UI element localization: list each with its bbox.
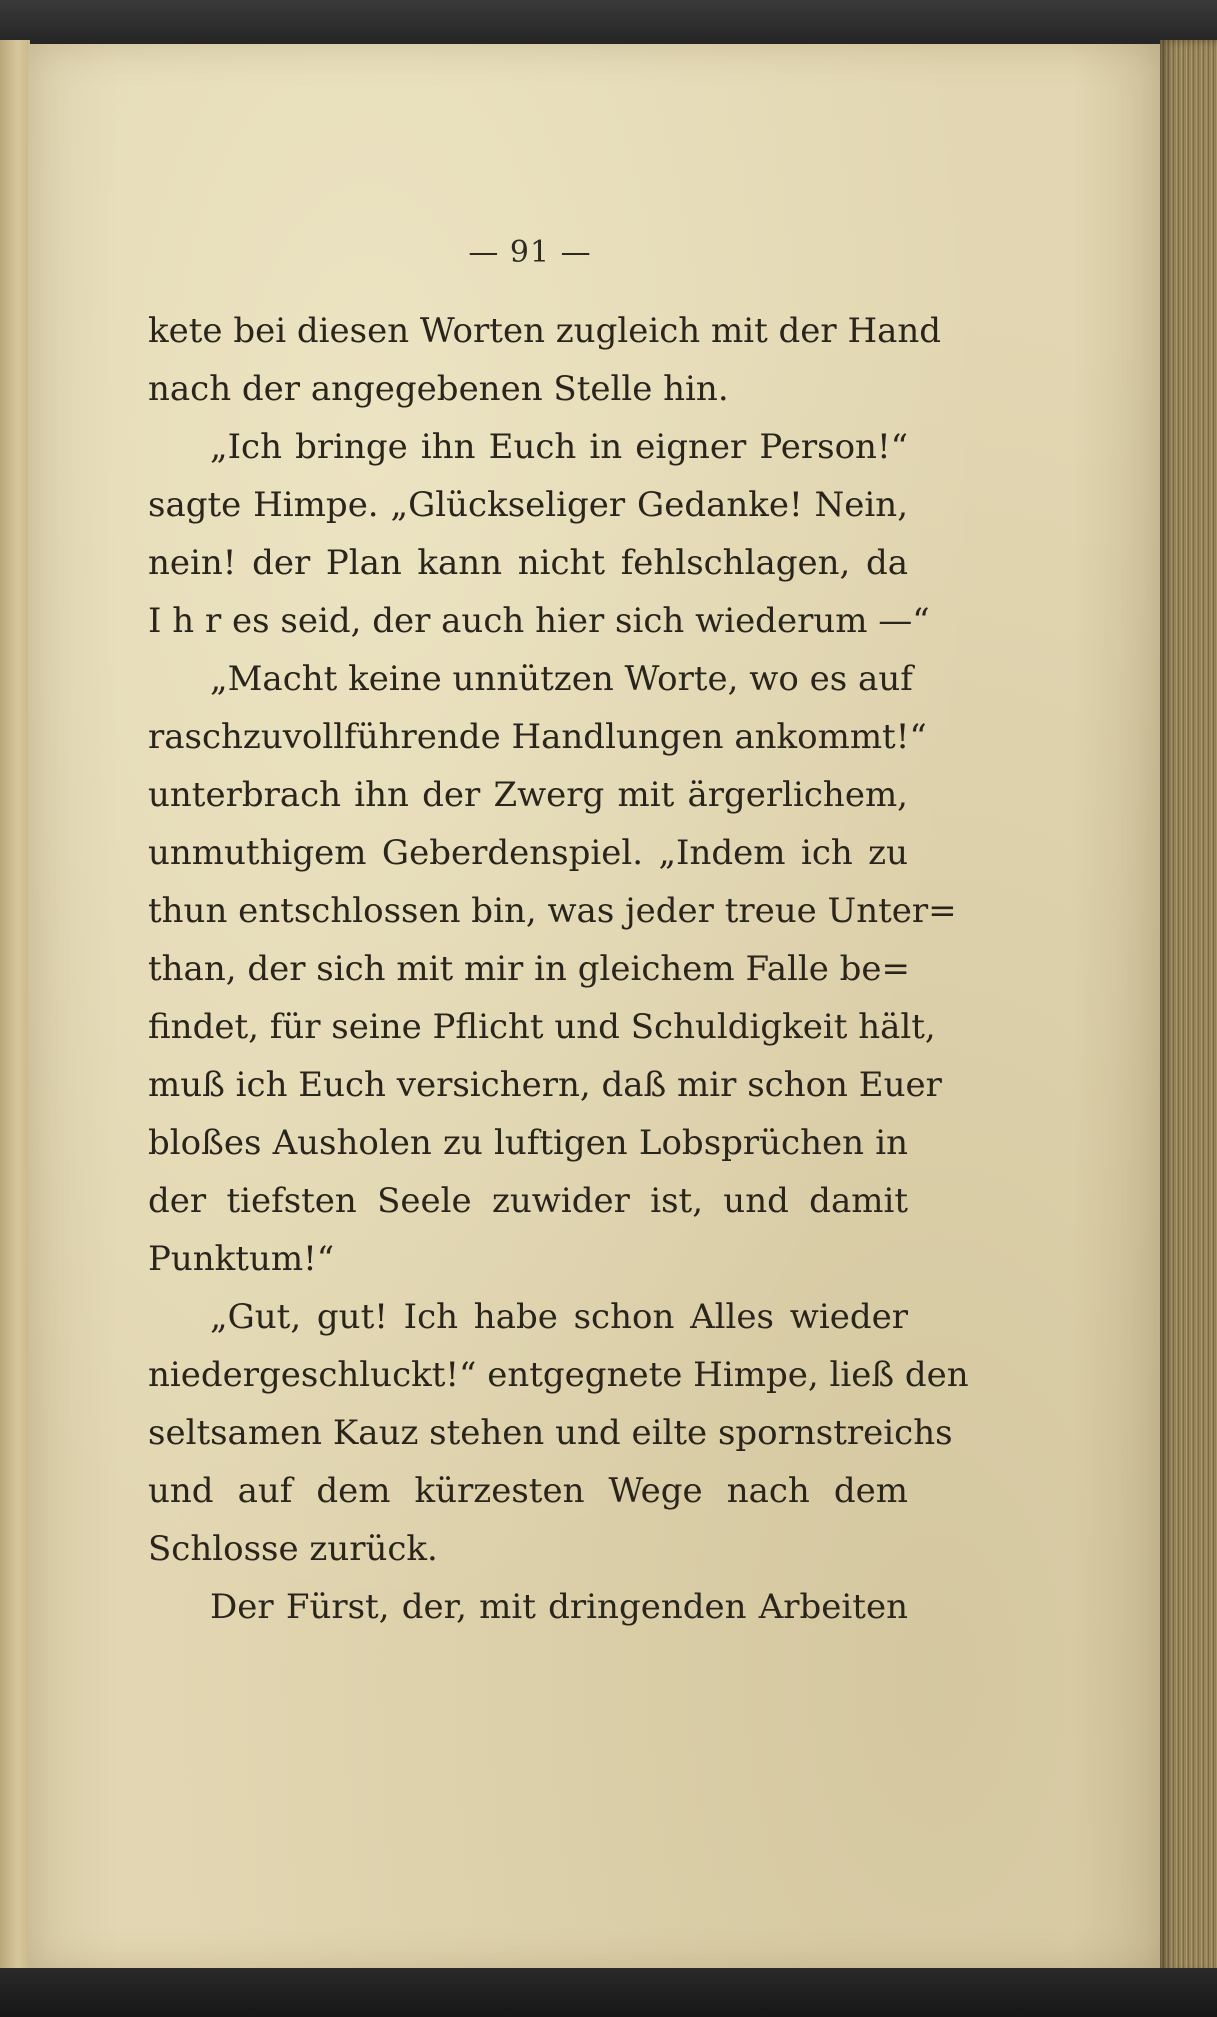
text-line: unmuthigem Geberdenspiel. „Indem ich zu [148,833,908,873]
book-cover-top [0,0,1217,46]
book-cover-bottom [0,1968,1217,2017]
text-line: unterbrach ihn der Zwerg mit ärgerlichem, [148,775,908,815]
text-line: Schlosse zurück. [148,1529,438,1569]
text-line: muß ich Euch versichern, daß mir schon Euer [148,1065,942,1105]
text-line: findet, für seine Pflicht und Schuldigkeit hält, [148,1007,936,1047]
page-body [148,302,969,1636]
text-line: „Ich bringe ihn Euch in eigner Person!“ [210,427,908,467]
text-line: thun entschlossen bin, was jeder treue Unter= [148,891,957,931]
text-line: kete bei diesen Worten zugleich mit der Hand [148,311,942,351]
text-line: sagte Himpe. „Glückseliger Gedanke! Nein, [148,485,908,525]
text-line: „Macht keine unnützen Worte, wo es auf [210,659,913,699]
text-line: niedergeschluckt!“ entgegnete Himpe, ließ den [148,1355,969,1395]
text-line: bloßes Ausholen zu luftigen Lobsprüchen in [148,1123,908,1163]
text-line: nein! der Plan kann nicht fehlschlagen, da [148,543,908,583]
text-line: I h r es seid, der auch hier sich wiederum —“ [148,601,930,641]
text-line: der tiefsten Seele zuwider ist, und damit [148,1181,908,1221]
text-line: und auf dem kürzesten Wege nach dem [148,1471,908,1511]
text-line: Punktum!“ [148,1239,335,1279]
text-line: „Gut, gut! Ich habe schon Alles wieder [210,1297,908,1337]
text-line: than, der sich mit mir in gleichem Falle be= [148,949,911,989]
page-number: — 91 — [468,235,592,270]
text-line: Der Fürst, der, mit dringenden Arbeiten [210,1587,908,1627]
text-line: raschzuvollführende Handlungen ankommt!“ [148,717,927,757]
text-line: seltsamen Kauz stehen und eilte spornstreichs [148,1413,953,1453]
text-line: nach der angegebenen Stelle hin. [148,369,729,409]
page-stack-edges [1160,40,1217,1975]
left-page-edge [0,40,30,1975]
